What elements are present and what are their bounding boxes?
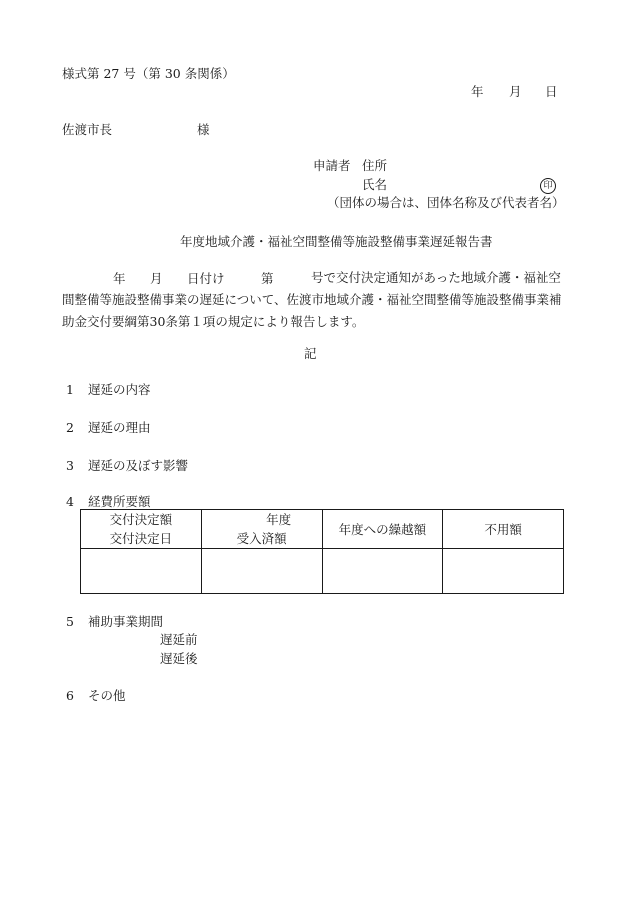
addressee-name: 佐渡市長 [62,122,113,137]
item-number: 1 [66,382,74,397]
body-year-label: 年 [113,271,126,286]
header-grant-date: 交付決定日 [109,531,173,546]
item-number: 4 [66,494,74,509]
cost-table-row [81,549,564,594]
cost-table [80,509,564,594]
form-number: 様式第 27 号（第 30 条関係） [62,66,235,81]
applicant-name-label: 氏名 [362,177,388,192]
cost-cell-unused[interactable] [443,549,564,594]
applicant-address-label: 住所 [362,158,388,173]
body-month-label: 月 [150,271,163,286]
item-number: 3 [66,458,74,473]
date-year-label: 年 [471,84,484,99]
item-label: 遅延の内容 [88,382,151,397]
seal-icon: 印 [540,178,556,194]
addressee-honorific: 様 [197,122,210,137]
period-before-label: 遅延前 [160,632,198,647]
item-label: 遅延の理由 [88,420,151,435]
applicant-note: （団体の場合は、団体名称及び代表者名） [327,195,565,210]
cost-cell-grant[interactable] [81,549,202,594]
item-label: その他 [88,688,126,703]
body-dated-label: 日付け [187,271,225,286]
item-number: 6 [66,688,74,703]
period-after-label: 遅延後 [160,651,198,666]
item-label: 補助事業期間 [88,614,164,629]
body-number-prefix: 第 [261,271,274,286]
applicant-label: 申請者 [313,158,351,173]
item-label: 経費所要額 [88,494,151,509]
body-text: 号で交付決定通知があった地域介護・福祉空間整備等施設整備事業の遅延について、佐渡市地域介護・福祉空間整備等施設整備事業補助金交付要綱第30条第１項の規定により報告します。 [62,270,562,329]
cost-table-header-row [81,510,564,549]
cost-table-header-carryover [322,510,443,549]
header-fiscal-year: 年度 [266,512,292,527]
item-label: 遅延の及ぼす影響 [88,458,189,473]
date-day-label: 日 [545,84,558,99]
header-received-amount: 受入済額 [236,531,287,546]
date-month-label: 月 [509,84,522,99]
item-number: 5 [66,614,74,629]
cost-cell-received[interactable] [201,549,322,594]
document-title: 年度地域介護・福祉空間整備等施設整備事業遅延報告書 [180,234,493,249]
cost-table-header-grant [81,510,202,549]
cost-table-header-received [201,510,322,549]
item-number: 2 [66,420,74,435]
header-grant-amount: 交付決定額 [109,512,173,527]
cost-table-header-unused [443,510,564,549]
header-carryover-amount: 年度への繰越額 [338,521,427,537]
ki-heading: 記 [304,346,317,361]
header-unused-amount: 不用額 [484,521,522,537]
cost-cell-carryover[interactable] [322,549,443,594]
